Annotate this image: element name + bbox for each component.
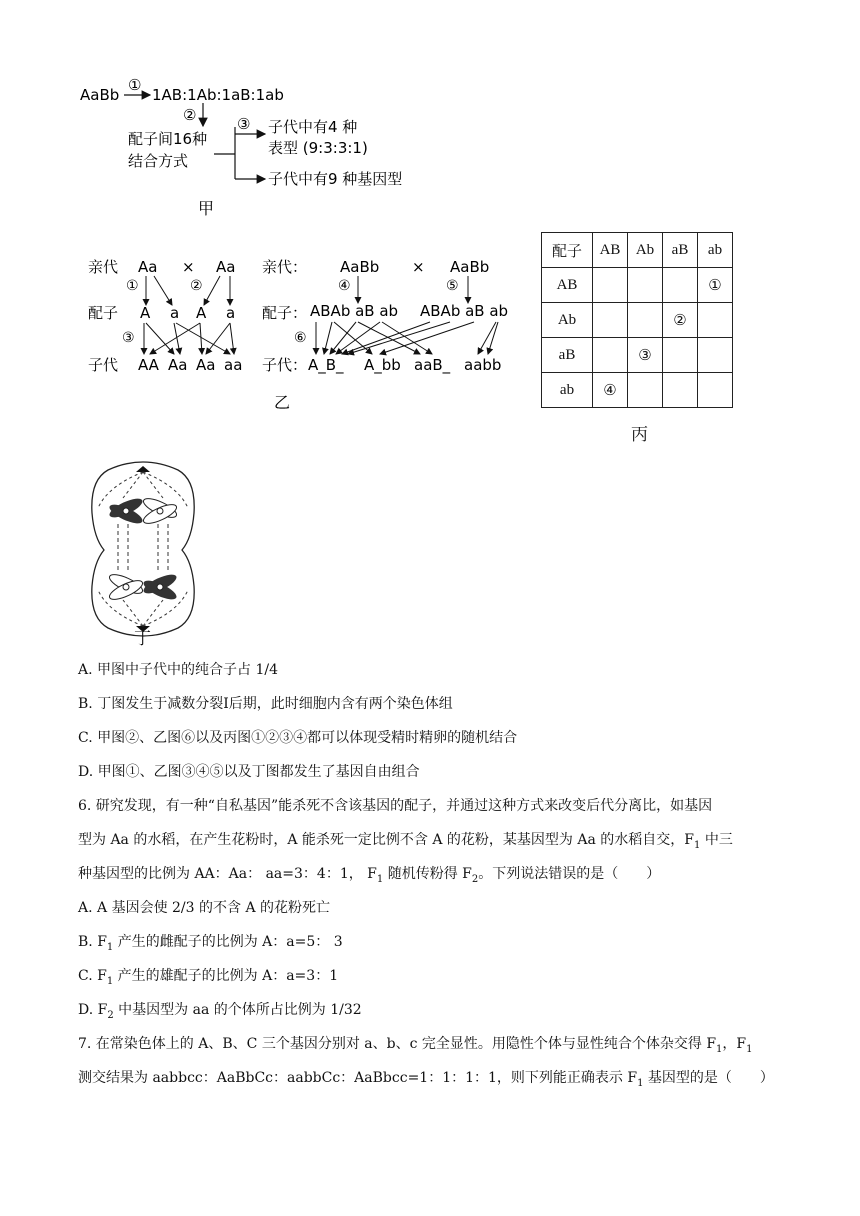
- table-cell: ab: [542, 373, 593, 408]
- q6-option-a: A. A 基因会使 2/3 的不含 A 的花粉死亡: [78, 900, 331, 916]
- yi-left-p1: Aa: [138, 258, 158, 276]
- jia-caption: 甲: [198, 199, 215, 218]
- table-row: [542, 373, 733, 408]
- q6-line2-sub: 1: [694, 839, 701, 851]
- option-a: A. 甲图中子代中的纯合子占 1/4: [78, 662, 278, 678]
- yi-left-g2: A: [196, 304, 207, 322]
- table-cell: ③: [628, 338, 663, 373]
- q7-line1-mid: ，F: [722, 1036, 747, 1052]
- yi-right-g2: ABAb aB ab: [420, 302, 509, 320]
- q6-line2-pre: 型为 Aa 的水稻，在产生花粉时，A 能杀死一定比例不含 A 的花粉，某基因型为 Aa 的水稻自交，F: [78, 832, 694, 848]
- q7-line2: [78, 1068, 774, 1094]
- table-header-cell: Ab: [628, 233, 663, 268]
- table-cell: [628, 268, 663, 303]
- cell-membrane: [92, 462, 194, 636]
- yi-left-n1: ①: [126, 278, 139, 294]
- yi-caption: 乙: [274, 393, 291, 412]
- jia-step1: ①: [128, 76, 142, 94]
- q6-option-c: [78, 966, 338, 992]
- q6-option-c-post: 产生的雄配子的比例为 A：a=3：1: [113, 968, 339, 984]
- jia-gametes: 1AB:1Ab:1aB:1ab: [152, 86, 284, 104]
- table-cell: [628, 373, 663, 408]
- table-cell: [698, 373, 733, 408]
- yi-right-g1: ABAb aB ab: [310, 302, 399, 320]
- q6-option-b-pre: B. F: [78, 934, 107, 950]
- table-cell: [663, 338, 698, 373]
- yi-right-n6: ⑥: [294, 330, 307, 346]
- yi-left-n2: ②: [190, 278, 203, 294]
- table-header-row: [542, 233, 733, 268]
- yi-right-cross: ×: [412, 258, 425, 276]
- q6-option-d-sub: 2: [107, 1009, 114, 1021]
- q7-line1-sub: 1: [716, 1043, 723, 1055]
- table-row: [542, 338, 733, 373]
- yi-left-g1: a: [170, 304, 180, 322]
- diagram-yi: [80, 250, 530, 415]
- q6-option-b-post: 产生的雌配子的比例为 A：a=5： 3: [113, 934, 343, 950]
- yi-right-gamete-label: 配子：: [262, 304, 308, 322]
- jia-out1-line1: 子代中有4 种: [268, 118, 358, 136]
- q7-line2-post: 基因型的是（ ）: [643, 1070, 774, 1086]
- table-cell: ④: [593, 373, 628, 408]
- yi-right-o0: A_B_: [308, 356, 344, 374]
- jia-combine-1: 配子间16种: [128, 130, 208, 148]
- yi-right-parent-label: 亲代：: [262, 258, 308, 276]
- table-header-cell: aB: [663, 233, 698, 268]
- yi-right-p2: AaBb: [450, 258, 490, 276]
- q6-option-d: [78, 1000, 362, 1026]
- yi-right-o2: aaB_: [414, 356, 451, 374]
- table-header-cell: 配子: [542, 233, 593, 268]
- table-cell: [628, 303, 663, 338]
- yi-left-o3: aa: [224, 356, 243, 374]
- table-row: [542, 303, 733, 338]
- yi-left-g0: A: [140, 304, 151, 322]
- table-cell: [593, 268, 628, 303]
- table-cell: [663, 268, 698, 303]
- yi-right-n5: ⑤: [446, 278, 459, 294]
- q6-option-d-post: 中基因型为 aa 的个体所占比例为 1/32: [113, 1002, 362, 1018]
- jia-step3: ③: [237, 115, 251, 133]
- q6-option-b: [78, 932, 343, 958]
- yi-left-o2: Aa: [196, 356, 216, 374]
- yi-left-offspring-label: 子代: [88, 356, 119, 374]
- punnett-table: [541, 232, 733, 408]
- q6-line3-end: 。下列说法错误的是（ ）: [478, 866, 661, 882]
- diagram-ding-cell: [78, 458, 208, 648]
- table-cell: Ab: [542, 303, 593, 338]
- table-cell: [593, 303, 628, 338]
- table-cell: ②: [663, 303, 698, 338]
- spindle-pole-top: [136, 466, 150, 472]
- chromosome-pair-bottom: [107, 571, 179, 603]
- chromosome-pair-top: [107, 495, 179, 527]
- yi-left-p2: Aa: [216, 258, 236, 276]
- option-d: D. 甲图①、乙图③④⑤以及丁图都发生了基因自由组合: [78, 764, 420, 780]
- yi-left-o1: Aa: [168, 356, 188, 374]
- q7-line2-pre: 测交结果为 aabbcc：AaBbCc：aabbCc：AaBbcc=1：1：1：1，则下列能正确表示 F: [78, 1070, 638, 1086]
- table-cell: [663, 373, 698, 408]
- table-cell: [593, 338, 628, 373]
- option-b: B. 丁图发生于减数分裂Ⅰ后期，此时细胞内含有两个染色体组: [78, 696, 453, 712]
- q6-line2: [78, 830, 733, 856]
- table-cell: aB: [542, 338, 593, 373]
- jia-step2: ②: [183, 106, 197, 124]
- yi-left-gamete-label: 配子: [88, 304, 119, 322]
- jia-out2: 子代中有9 种基因型: [268, 170, 403, 188]
- table-row: [542, 268, 733, 303]
- q6-option-b-sub: 1: [106, 941, 114, 953]
- yi-left-n3: ③: [122, 330, 135, 346]
- yi-left-o0: AA: [138, 356, 159, 374]
- q6-line3-post: 随机传粉得 F: [383, 866, 472, 882]
- q7-line1-pre: 7. 在常染色体上的 A、B、C 三个基因分别对 a、b、c 完全显性。用隐性个体与显性纯合个体杂交得 F: [78, 1036, 717, 1052]
- q6-line1: 6. 研究发现，有一种“自私基因”能杀死不含该基因的配子，并通过这种方式来改变后代分离比，如基因: [78, 798, 713, 814]
- yi-right-o1: A_bb: [364, 356, 401, 374]
- table-header-cell: AB: [593, 233, 628, 268]
- table-header-cell: ab: [698, 233, 733, 268]
- bing-caption: 丙: [631, 425, 648, 445]
- yi-left-g3: a: [226, 304, 236, 322]
- yi-right-o3: aabb: [464, 356, 502, 374]
- q6-line3-sub2: 2: [471, 873, 479, 885]
- jia-combine-2: 结合方式: [128, 152, 189, 170]
- table-cell: [698, 338, 733, 373]
- yi-left-cross: ×: [182, 258, 195, 276]
- ding-caption: 丁: [134, 629, 151, 649]
- yi-right-p1: AaBb: [340, 258, 380, 276]
- yi-left-parent-label: 亲代: [88, 258, 119, 276]
- table-cell: ①: [698, 268, 733, 303]
- diagram-jia: [70, 72, 470, 222]
- table-cell: [698, 303, 733, 338]
- option-c: C. 甲图②、乙图⑥以及丙图①②③④都可以体现受精时精卵的随机结合: [78, 730, 518, 746]
- q7-line2-sub: 1: [637, 1077, 644, 1089]
- yi-right-offspring-label: 子代：: [262, 356, 308, 374]
- q6-line3-sub: 1: [376, 873, 384, 885]
- q7-line1-sub2: 1: [746, 1043, 753, 1055]
- yi-right-n4: ④: [338, 278, 351, 294]
- q6-line3: [78, 864, 660, 890]
- q6-line2-post: 中三: [700, 832, 733, 848]
- q7-line1: [78, 1034, 753, 1060]
- q6-option-d-pre: D. F: [78, 1002, 108, 1018]
- jia-parent: AaBb: [80, 86, 120, 104]
- q6-option-c-sub: 1: [106, 975, 114, 987]
- q6-line3-pre: 种基因型的比例为 AA：Aa： aa=3：4：1， F: [78, 866, 377, 882]
- q6-option-c-pre: C. F: [78, 968, 107, 984]
- jia-out1-line2: 表型 (9:3:3:1): [268, 139, 368, 157]
- table-cell: AB: [542, 268, 593, 303]
